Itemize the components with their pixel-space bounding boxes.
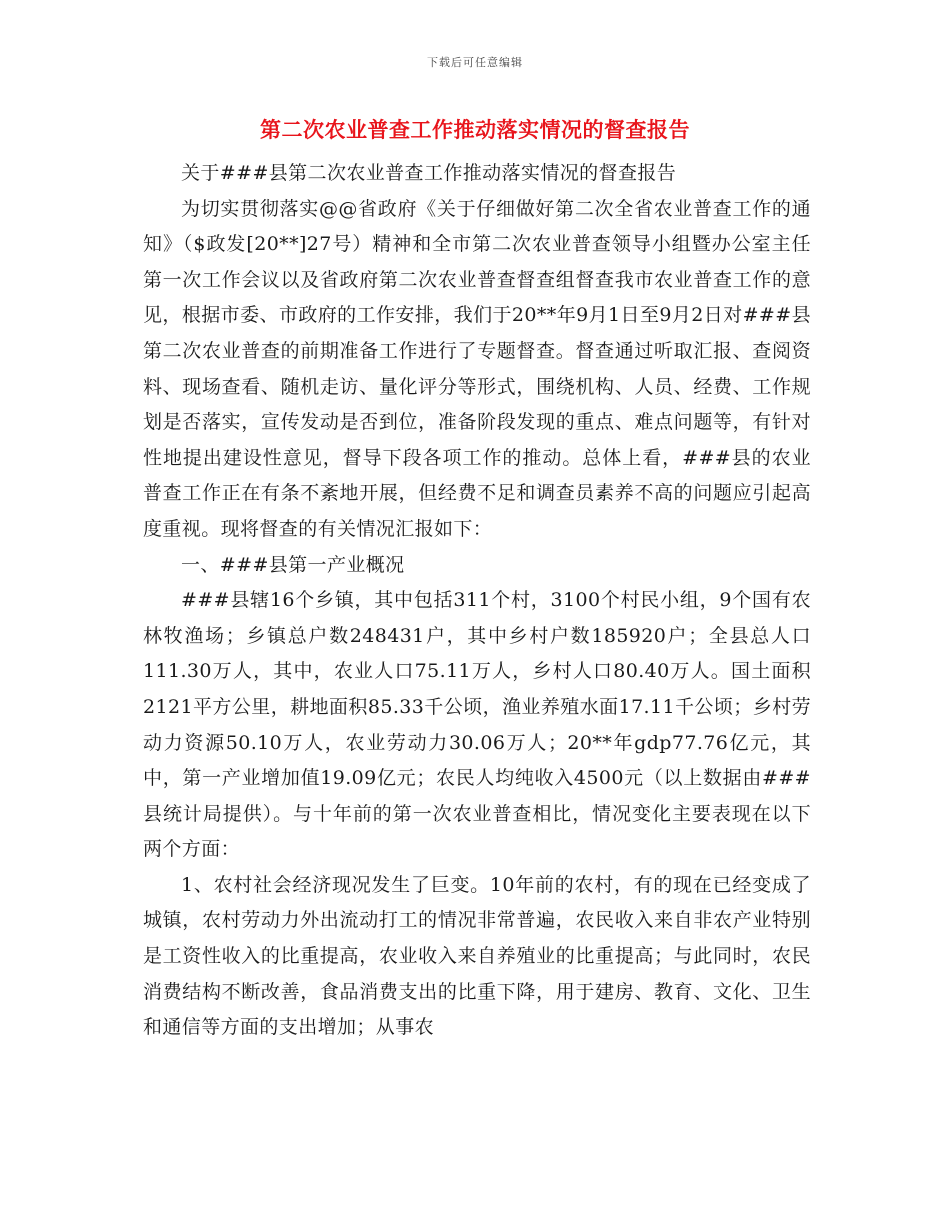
page-header-note: 下载后可任意编辑 <box>427 56 523 69</box>
paragraph-point-1: 1、农村社会经济现况发生了巨变。10年前的农村，有的现在已经变成了城镇，农村劳动力外出流动打工的情况非常普遍，农民收入来自非农产业特别是工资性收入的比重提高，农业收入来自养殖业的比重提高；与此同时，农民消费结构不断改善，食品消费支出的比重下降，用于建房、教育、文化、卫生和通信等方面的支出增加；从事农 <box>143 873 811 1039</box>
document-title: 第二次农业普查工作推动落实情况的督查报告 <box>260 118 690 142</box>
document-body <box>143 156 811 1046</box>
paragraph-overview: ###县辖16个乡镇，其中包括311个村，3100个村民小组，9个国有农林牧渔场；乡镇总户数248431户，其中乡村户数185920户；全县总人口111.30万人，其中，农业人口75.11万人，乡村人口80.40万人。国土面积2121平方公里，耕地面积85.33千公顷，渔业养殖水面17.11千公顷；乡村劳动力资源50.10万人，农业劳动力30.06万人；20**年gdp77.76亿元，其中，第一产业增加值19.09亿元；农民人均纯收入4500元（以上数据由###县统计局提供）。与十年前的第一次农业普查相比，情况变化主要表现在以下两个方面： <box>143 589 811 861</box>
section-heading-1: 一、###县第一产业概况 <box>181 553 405 576</box>
paragraph-intro: 为切实贯彻落实@@省政府《关于仔细做好第二次全省农业普查工作的通知》（$政发[20**]27号）精神和全市第二次农业普查领导小组暨办公室主任第一次工作会议以及省政府第二次农业普查督查组督查我市农业普查工作的意见，根据市委、市政府的工作安排，我们于20**年9月1日至9月2日对###县第二次农业普查的前期准备工作进行了专题督查。督查通过听取汇报、查阅资料、现场查看、随机走访、量化评分等形式，围绕机构、人员、经费、工作规划是否落实，宣传发动是否到位，准备阶段发现的重点、难点问题等，有针对性地提出建设性意见，督导下段各项工作的推动。总体上看，###县的农业普查工作正在有条不紊地开展，但经费不足和调查员素养不高的问题应引起高度重视。现将督查的有关情况汇报如下： <box>143 197 811 540</box>
paragraph-subtitle: 关于###县第二次农业普查工作推动落实情况的督查报告 <box>181 162 677 184</box>
